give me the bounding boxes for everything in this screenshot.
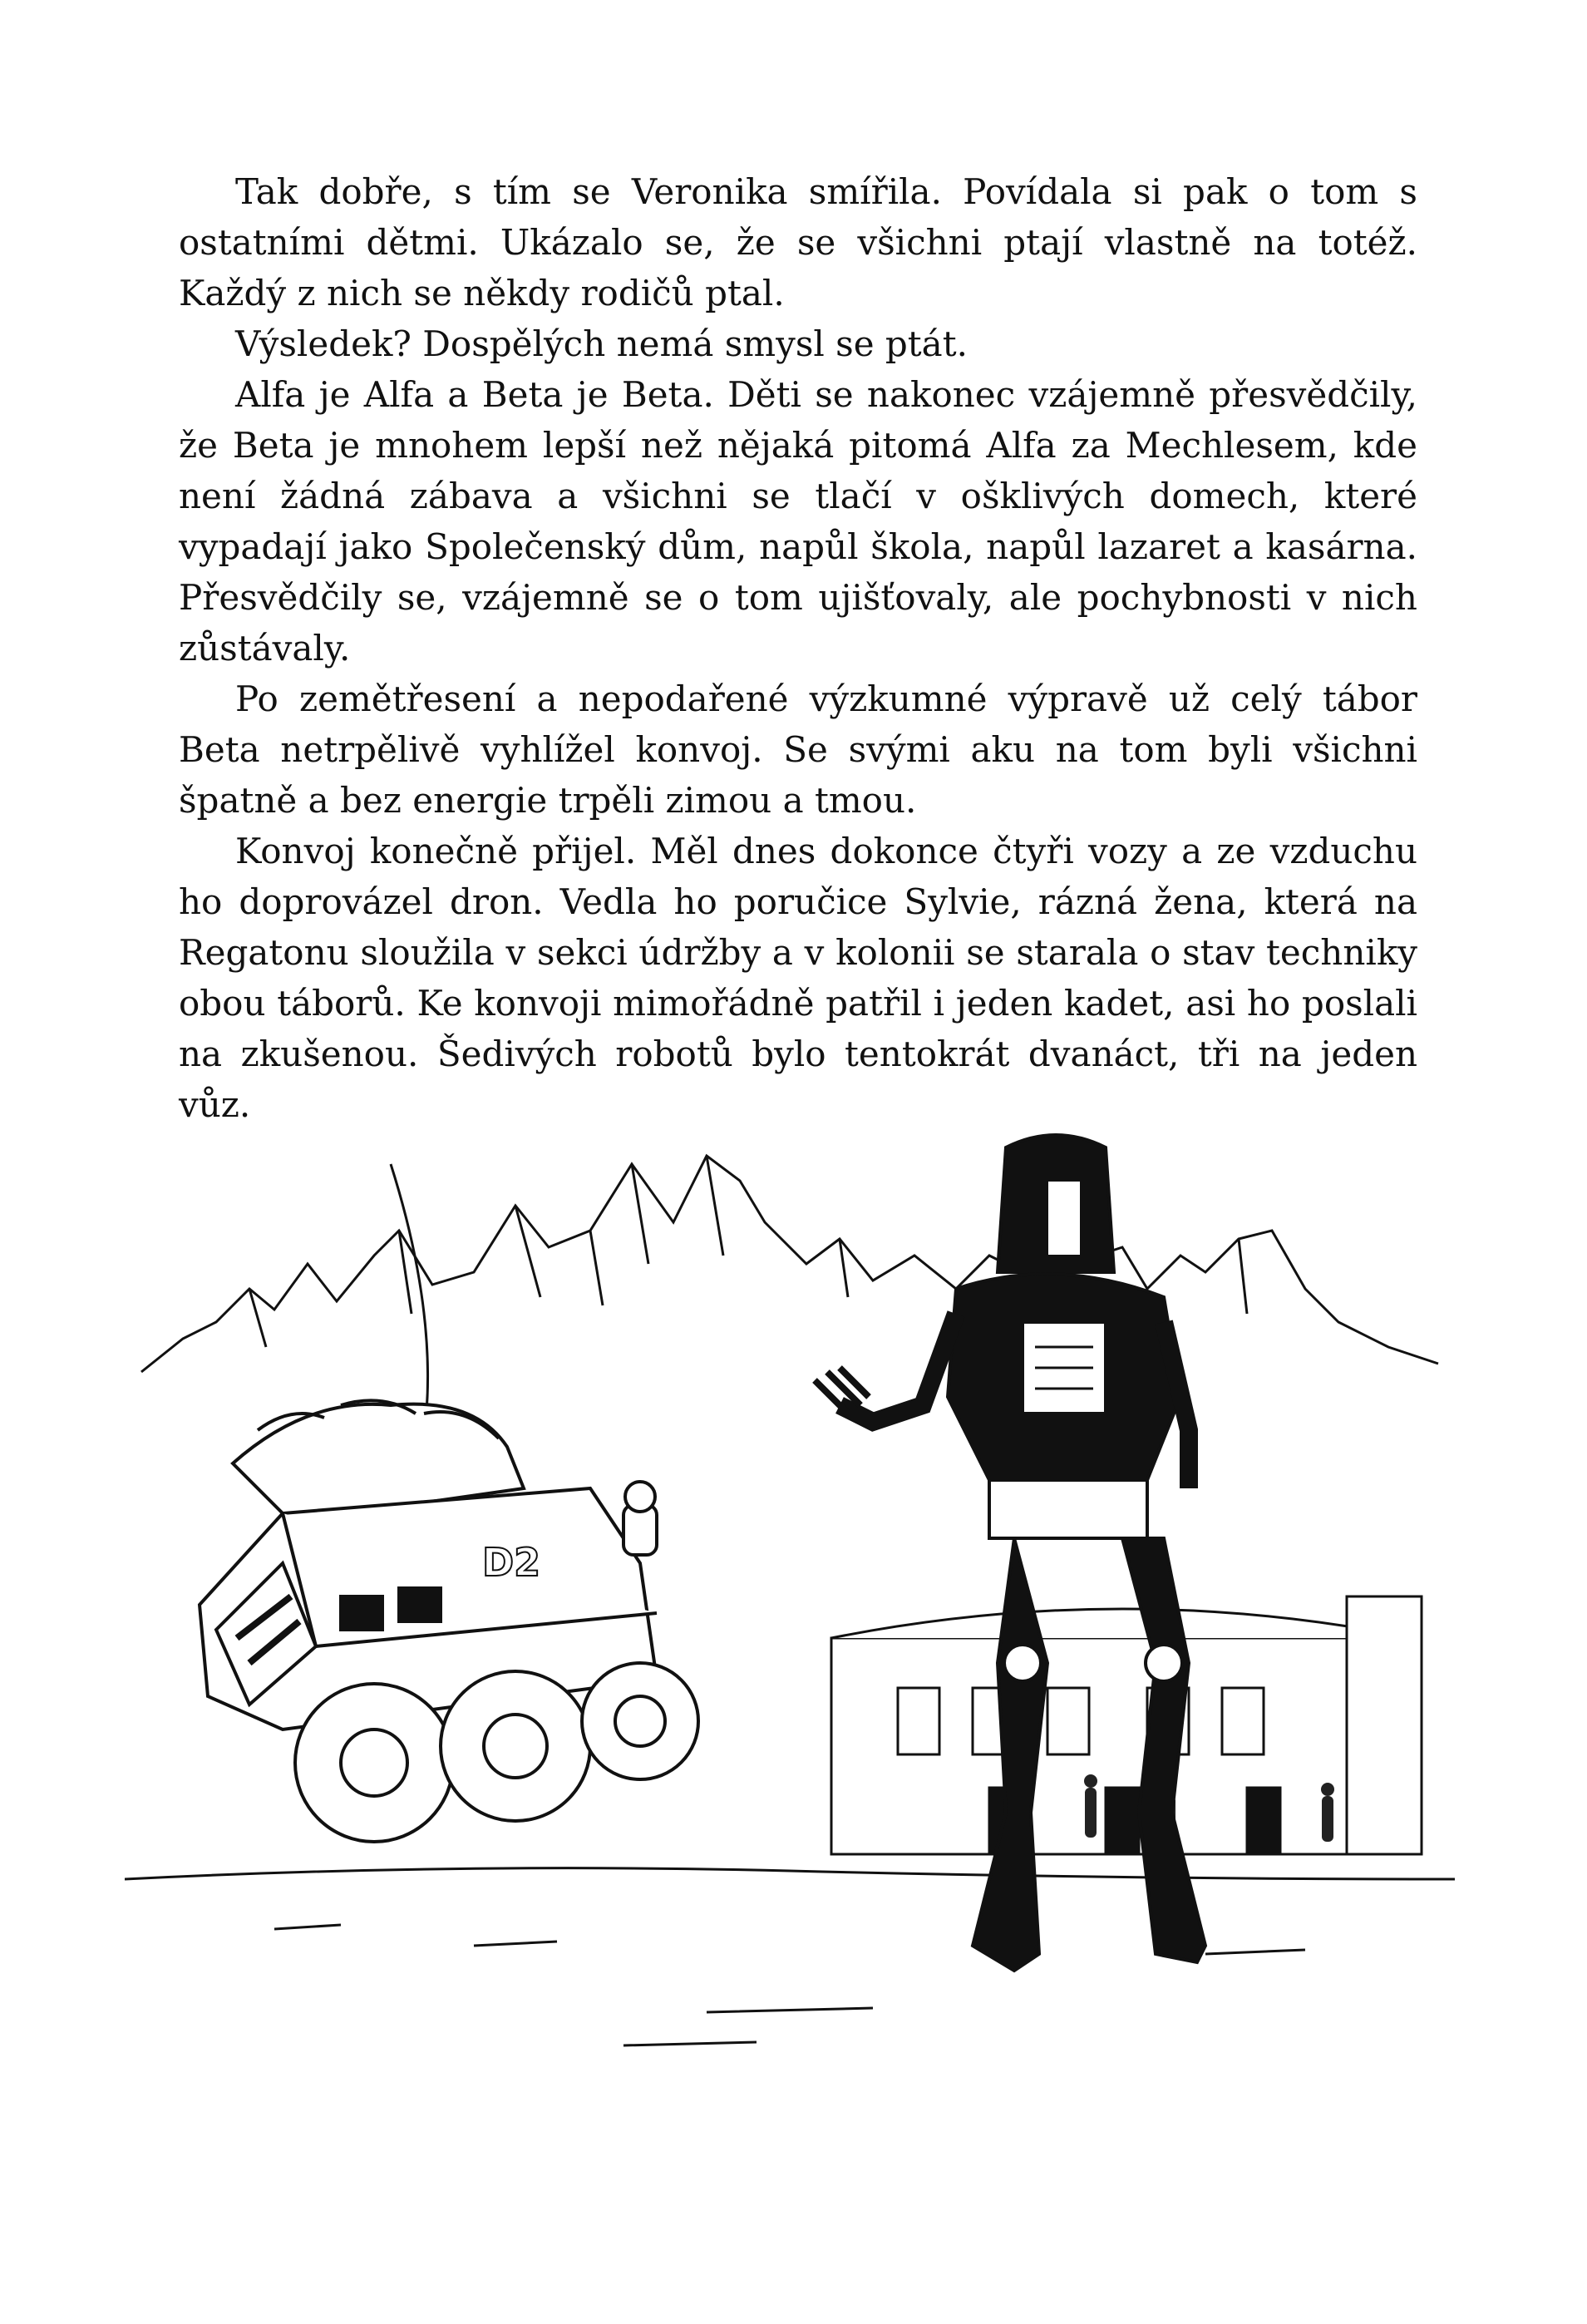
ground	[125, 1868, 1455, 2045]
armoured-vehicle	[200, 1164, 698, 1842]
convoy-robot-illustration	[125, 1131, 1455, 2312]
paragraph-5: Konvoj konečně přijel. Měl dnes dokonce čtyři vozy a ze vzduchu ho doprovázel dron. Vedla ho poručice Sylvie, rázná žena, která na Regatonu sloužila v sekci údržby a v kolonii se starala o stav techniky obou táborů. Ke konvoji mimořádně patřil i jeden kadet, asi ho poslali na zkušenou. Šedivých robotů bylo tentokrát dvanáct, tři na jeden vůz.	[179, 831, 1417, 1125]
paragraph-3: Alfa je Alfa a Beta je Beta. Děti se nakonec vzájemně přesvědčily, že Beta je mnohem lepší než nějaká pitomá Alfa za Mechlesem, kde není žádná zábava a všichni se tlačí v ošklivých domech, které vypadají jako Společenský dům, napůl škola, napůl lazaret a kasárna. Přesvědčily se, vzájemně se o tom ujišťovaly, ale pochybnosti v nich zůstávaly.	[179, 374, 1417, 669]
mountains	[141, 1156, 1438, 1372]
vehicle-marking: D2	[482, 1540, 541, 1585]
paragraph-4: Po zemětřesení a nepodařené výzkumné výpravě už celý tábor Beta netrpělivě vyhlížel konvoj. Se svými aku na tom byli všichni špatně a bez energie trpěli zimou a tmou.	[179, 678, 1417, 821]
paragraph-2: Výsledek? Dospělých nemá smysl se ptát.	[235, 323, 968, 364]
body-text	[179, 166, 1417, 1130]
paragraph-1: Tak dobře, s tím se Veronika smířila. Povídala si pak o tom s ostatními dětmi. Ukázalo se, že se všichni ptají vlastně na totéž. Každý z nich se někdy rodičů ptal.	[179, 171, 1417, 313]
